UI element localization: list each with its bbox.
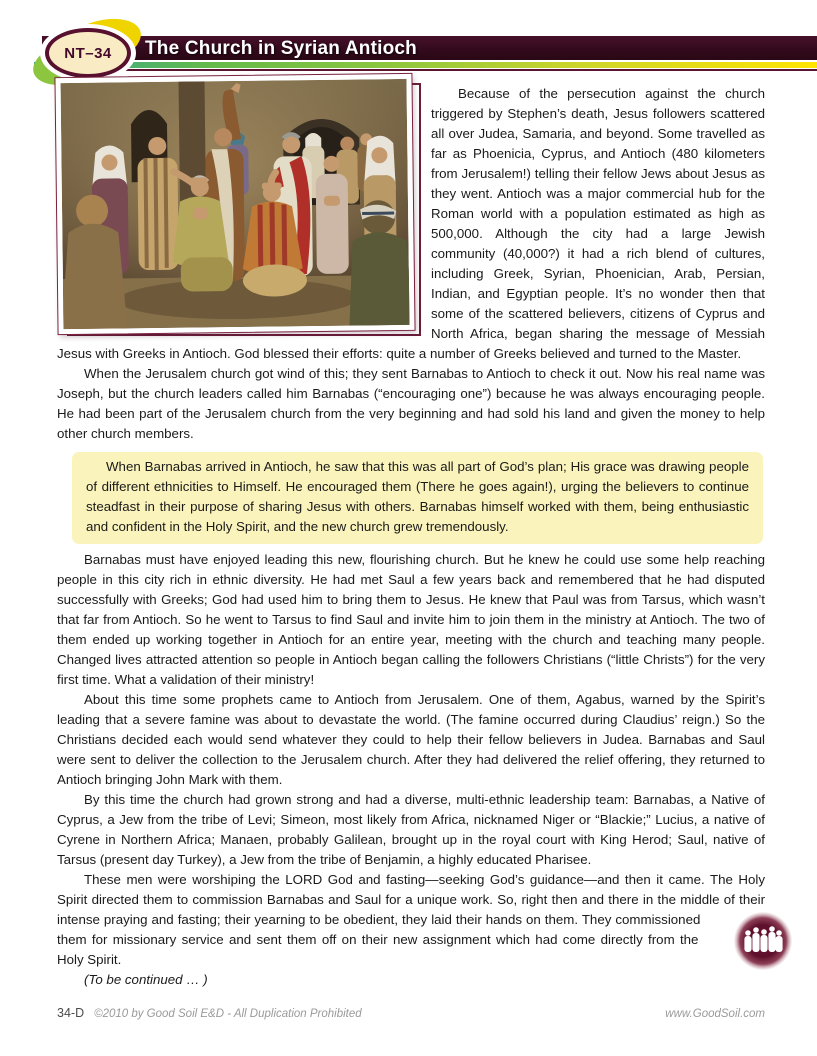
body-paragraph-5: By this time the church had grown strong and had a diverse, multi-ethnic leadership team: Barnabas, a Native of Cyprus, a Jew from the tribe of Levi; Simeon, most likely from Africa, nicknamed Niger or “Blackie;” Lucius, a native of Cyrene in Northern Africa; Manaen, probably Galilean, brought up in the royal court with King Herod; Saul, native of Tarsus (present day Turkey), a Jew from the tribe of Benjamin, a highly educated Pharisee. bbox=[57, 792, 765, 867]
lesson-number-label: NT–34 bbox=[45, 28, 131, 78]
commissioning-photo bbox=[57, 76, 423, 336]
body-paragraph-6 bbox=[57, 870, 765, 970]
page-number: 34-D bbox=[57, 1006, 85, 1020]
photo-white-border bbox=[55, 74, 414, 334]
body-paragraph-2: When the Jerusalem church got wind of this; they sent Barnabas to Antioch to check it out. Now his real name was Joseph, but the church leaders called him Barnabas (“encouraging one”) because he was always encouraging people. He had been part of the Jerusalem church from the very beginning and had sold his land and given the money to help other church members. bbox=[57, 366, 765, 441]
lesson-number-badge bbox=[36, 23, 140, 83]
article-body bbox=[57, 84, 765, 990]
body-paragraph-3: Barnabas must have enjoyed leading this new, flourishing church. But he knew he could use some help reaching people in this city rich in ethnic diversity. He had met Saul a few years back and remembered that he had disputed successfully with Greeks; God had used him to bring them to Jesus. He knew that Paul was from Tarsus, which wasn’t that far from Antioch. So he went to Tarsus to find Saul and invite him to join them in the ministry at Antioch. The two of them ended up working together in Antioch for an entire year, meeting with the church and teaching many people. Changed lives attracted attention so people in Antioch began calling the followers Christians (“little Christs”) for the very first time. What a validation of their ministry! bbox=[57, 552, 765, 687]
copyright-notice: ©2010 by Good Soil E&D - All Duplication Prohibited bbox=[94, 1008, 362, 1020]
body-paragraph-4: About this time some prophets came to Antioch from Jerusalem. One of them, Agabus, warned by the Spirit’s leading that a severe famine was about to devastate the world. (The famine occurred during Claudius’ reign.) So the Christians decided each would send whatever they could to help their fellow believers in Judea. Barnabas and Saul were sent to deliver the collection to the Jerusalem church. After they had delivered the relief offering, they returned to Antioch bringing John Mark with them. bbox=[57, 692, 765, 787]
website-url: www.GoodSoil.com bbox=[665, 1008, 765, 1020]
goodsoil-people-logo bbox=[707, 912, 765, 970]
page-footer bbox=[57, 1006, 765, 1020]
highlight-callout-box bbox=[72, 452, 763, 544]
commissioning-scene-illustration bbox=[61, 79, 410, 329]
to-be-continued: (To be continued … ) bbox=[84, 972, 208, 987]
page-title: The Church in Syrian Antioch bbox=[145, 38, 417, 59]
header-thin-line bbox=[42, 69, 817, 71]
callout-text: When Barnabas arrived in Antioch, he saw that this was all part of God’s plan; His grace was drawing people of different ethnicities to Himself. He encouraged them (There he goes again!), urging the believers to continue steadfast in their purpose of sharing Jesus with others. Barnabas himself worked with them, being enthusiastic and confident in the Holy Spirit, and the new church grew tremendously. bbox=[86, 459, 749, 534]
header-accent-stripe bbox=[34, 62, 817, 68]
paragraph-6-start: These men were worshiping the LORD God and fasting—seeking God’s guidance—and then it came. The Holy Spirit directed them to commission Barnabas and Saul for a unique work. So, right then and there in the middle of their bbox=[57, 872, 765, 907]
body-paragraph-1: Because of the persecution against the church triggered by Stephen’s death, Jesus followers scattered all over Judea, Samaria, and beyond. Some travelled as far as Phoenicia, Cyprus, and Antioch (480 kilometers from Jerusalem!) telling their fellow Jews about Jesus as they went. Antioch was a major commercial hub for the Roman world with a population estimated as high as 500,000. Although the city had a large Jewish community (40,000?) it had a rich blend of cultures, including Greek, Syrian, Phoenician, Arab, Persian, Indian, and Egyptian people. It’s no wonder then that some of the scattered believers, citizens of Cyprus and North Africa, began sharing the message of Messiah Jesus with Greeks in Antioch. God blessed their efforts: quite a number of Greeks believed and turned to the Master. bbox=[57, 86, 765, 361]
people-group-icon bbox=[734, 912, 792, 970]
paragraph-6-end: intense praying and fasting; their yearning to be obedient, they laid their hands on them. They commissioned them for missionary service and sent them off on their new assignment which had come directly from the Holy Spirit. bbox=[57, 912, 701, 967]
